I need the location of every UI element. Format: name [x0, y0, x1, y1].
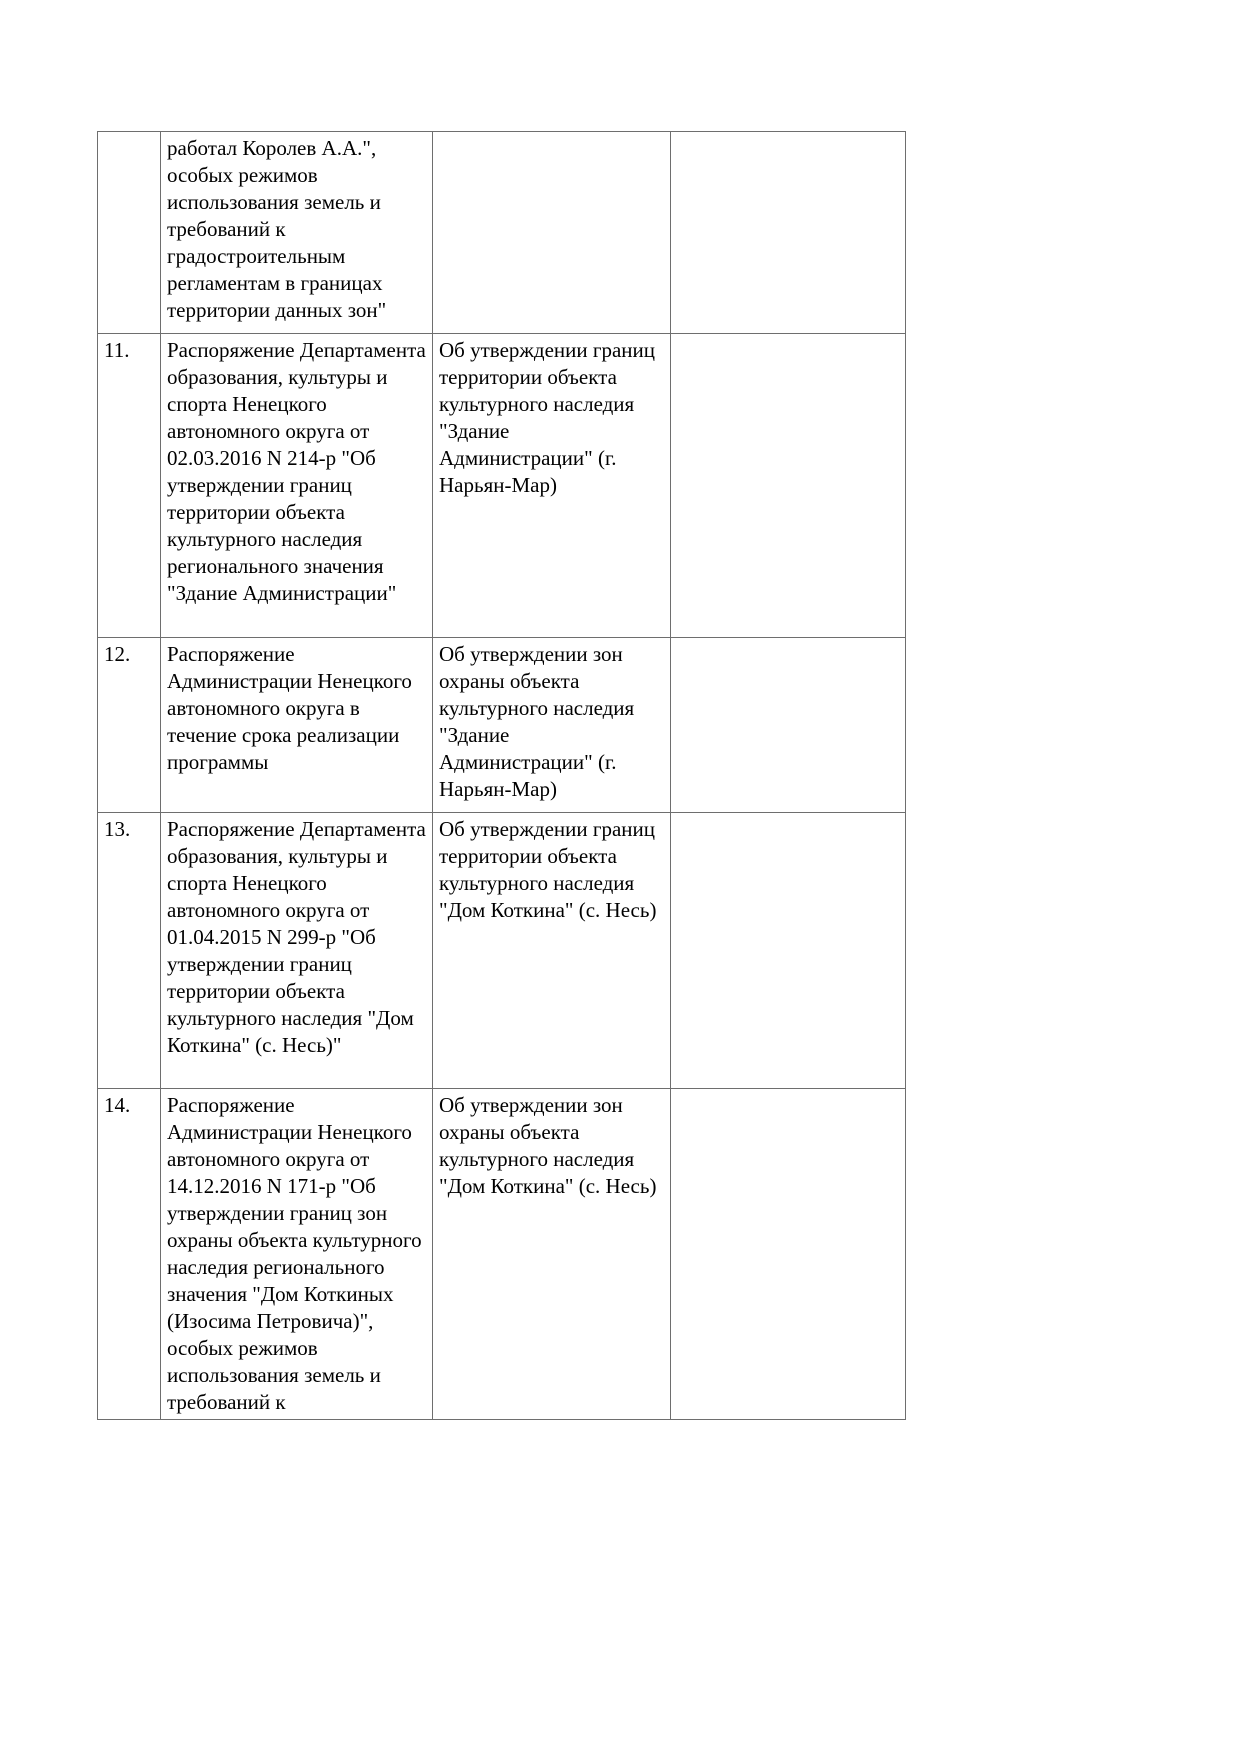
table-row	[98, 1089, 906, 1420]
subject-cell: Об утверждении границ территории объекта культурного наследия "Дом Коткина" (с. Несь)	[433, 813, 671, 1089]
regulations-table	[97, 131, 906, 1420]
document-cell: Распоряжение Департамента образования, культуры и спорта Ненецкого автономного округа от 02.03.2016 N 214-р "Об утверждении границ территории объекта культурного наследия регионального значения "Здание Администрации"	[161, 334, 433, 638]
row-number-cell: 13.	[98, 813, 161, 1089]
notes-cell	[671, 813, 906, 1089]
table-row	[98, 813, 906, 1089]
subject-cell: Об утверждении зон охраны объекта культурного наследия "Здание Администрации" (г. Нарьян-Мар)	[433, 638, 671, 813]
table-row	[98, 638, 906, 813]
notes-cell	[671, 1089, 906, 1420]
notes-cell	[671, 638, 906, 813]
row-number-cell: 11.	[98, 334, 161, 638]
document-cell: Распоряжение Администрации Ненецкого автономного округа от 14.12.2016 N 171-р "Об утверждении границ зон охраны объекта культурного наследия регионального значения "Дом Коткиных (Изосима Петровича)", особых режимов использования земель и требований к	[161, 1089, 433, 1420]
table-row	[98, 132, 906, 334]
document-cell: Распоряжение Департамента образования, культуры и спорта Ненецкого автономного округа от 01.04.2015 N 299-р "Об утверждении границ территории объекта культурного наследия "Дом Коткина" (с. Несь)"	[161, 813, 433, 1089]
row-number-cell: 12.	[98, 638, 161, 813]
table-row	[98, 334, 906, 638]
notes-cell	[671, 132, 906, 334]
notes-cell	[671, 334, 906, 638]
subject-cell: Об утверждении зон охраны объекта культурного наследия "Дом Коткина" (с. Несь)	[433, 1089, 671, 1420]
subject-cell	[433, 132, 671, 334]
document-cell: работал Королев А.А.", особых режимов использования земель и требований к градостроительным регламентам в границах территории данных зон"	[161, 132, 433, 334]
row-number-cell: 14.	[98, 1089, 161, 1420]
row-number-cell	[98, 132, 161, 334]
document-cell: Распоряжение Администрации Ненецкого автономного округа в течение срока реализации программы	[161, 638, 433, 813]
subject-cell: Об утверждении границ территории объекта культурного наследия "Здание Администрации" (г. Нарьян-Мар)	[433, 334, 671, 638]
